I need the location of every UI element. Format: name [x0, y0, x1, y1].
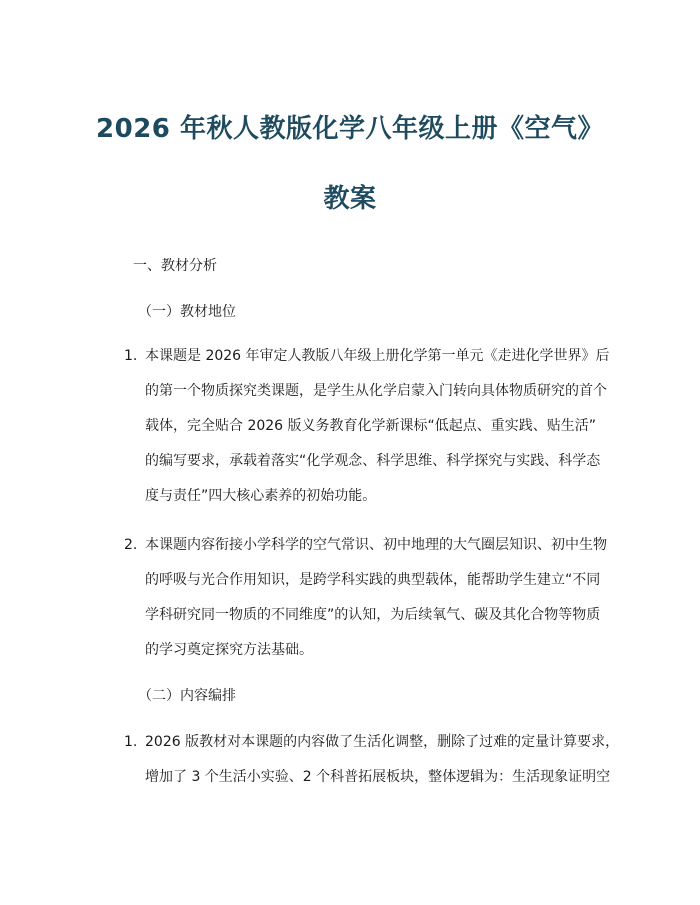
- paragraph-line: 本课题是 2026 年审定人教版八年级上册化学第一单元《走进化学世界》后: [145, 348, 610, 364]
- paragraph-line: 2026 版教材对本课题的内容做了生活化调整，删除了过难的定量计算要求，: [145, 734, 620, 750]
- paragraph-line: 载体，完全贴合 2026 版义务教育化学新课标“低起点、重实践、贴生活”: [145, 418, 597, 434]
- paragraph-number: 1.: [124, 734, 138, 750]
- paragraph-line: 本课题内容衔接小学科学的空气常识、初中地理的大气圈层知识、初中生物: [145, 537, 607, 553]
- document-title-line-2: 教案: [323, 184, 377, 214]
- paragraph-line: 的编写要求，承载着落实“化学观念、科学思维、科学探究与实践、科学态: [145, 453, 601, 469]
- paragraph-number: 1.: [124, 348, 138, 364]
- paragraph-line: 的呼吸与光合作用知识，是跨学科实践的典型载体，能帮助学生建立“不同: [145, 572, 601, 588]
- subsection-heading-textbook-position: （一）教材地位: [138, 304, 236, 320]
- paragraph-line: 的第一个物质探究类课题，是学生从化学启蒙入门转向具体物质研究的首个: [145, 383, 607, 399]
- subsection-heading-content-arrangement: （二）内容编排: [138, 688, 236, 704]
- paragraph-text: [145, 339, 615, 514]
- paragraph-line: 的学习奠定探究方法基础。: [145, 642, 313, 658]
- paragraph-text: [145, 528, 615, 668]
- paragraph-line: 学科研究同一物质的不同维度”的认知，为后续氧气、碳及其化合物等物质: [145, 607, 601, 623]
- paragraph-line: 度与责任”四大核心素养的初始功能。: [145, 488, 377, 504]
- section-heading-textbook-analysis: 一、教材分析: [133, 258, 217, 274]
- paragraph-line: 增加了 3 个生活小实验、2 个科普拓展板块，整体逻辑为：生活现象证明空: [145, 769, 611, 785]
- paragraph-number: 2.: [124, 537, 138, 553]
- paragraph-text: [145, 725, 620, 795]
- document-title-line-1: 2026 年秋人教版化学八年级上册《空气》: [96, 114, 604, 144]
